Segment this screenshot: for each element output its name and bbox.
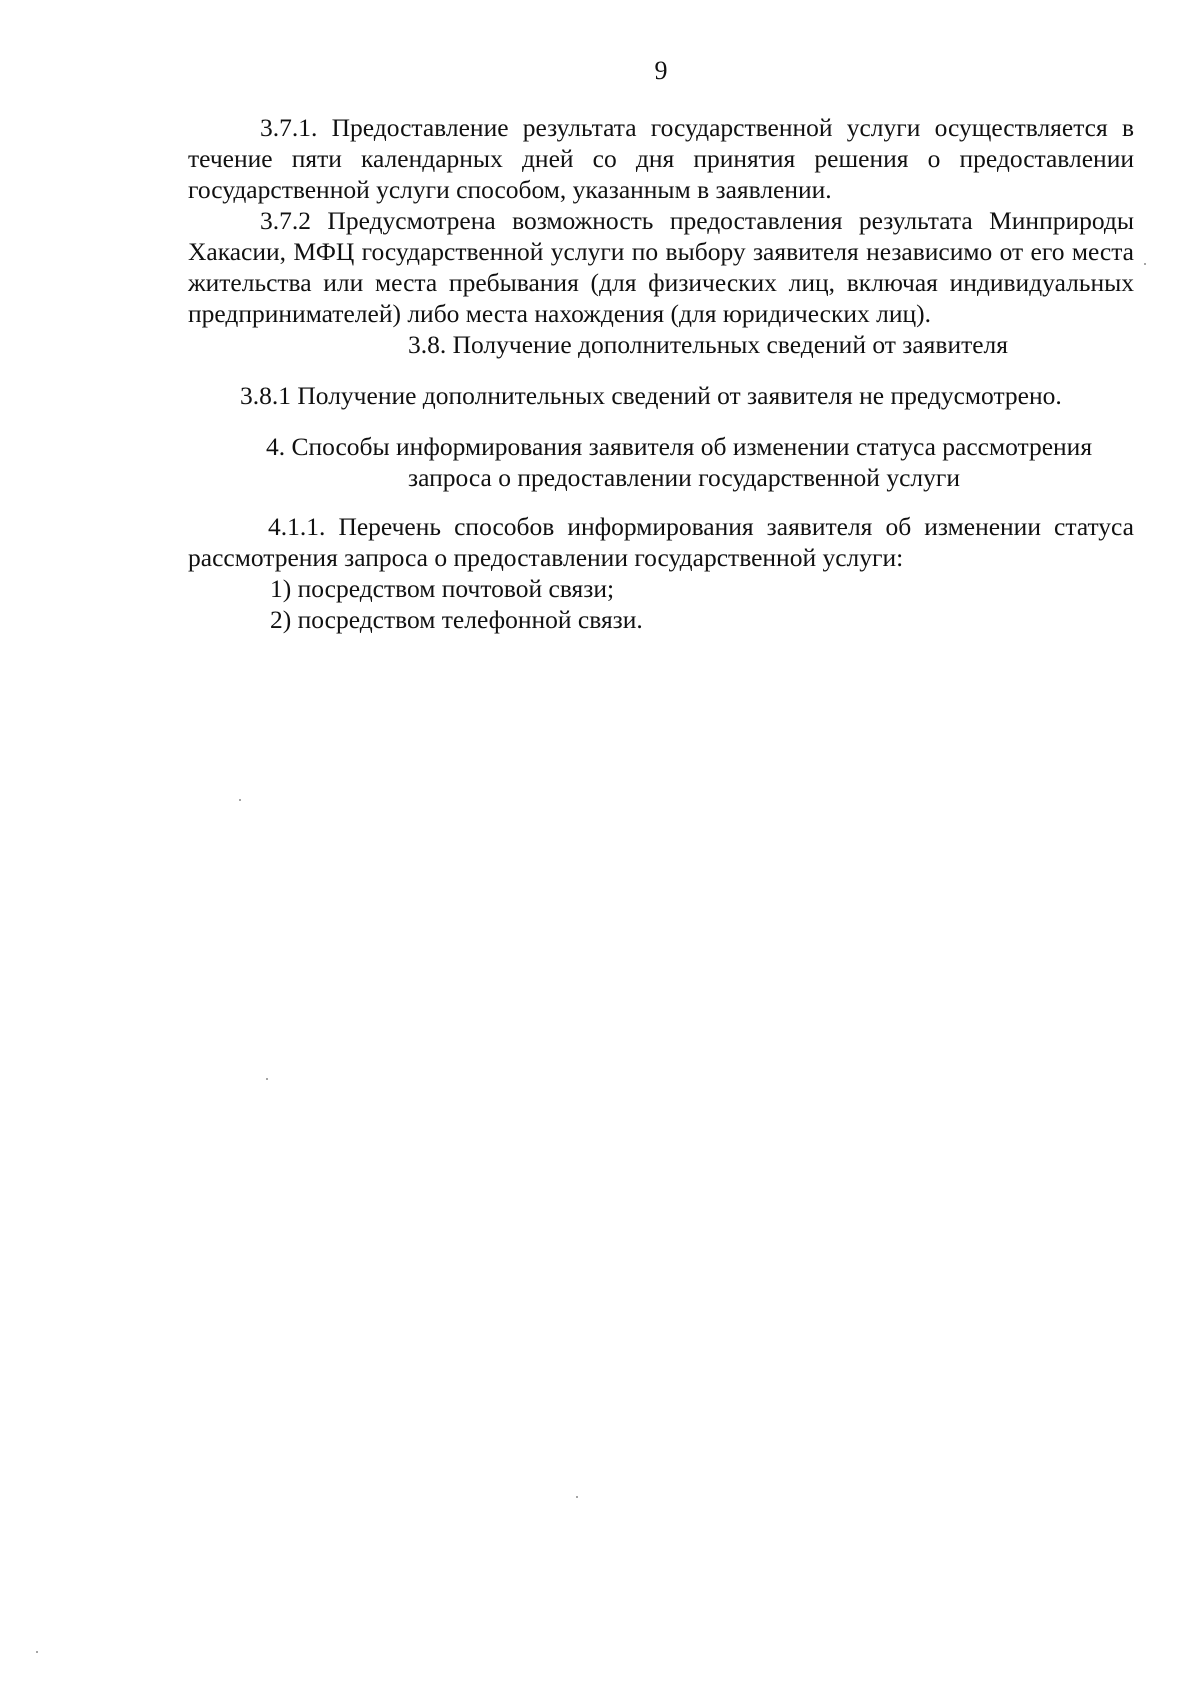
paragraph-3-7-2: 3.7.2 Предусмотрена возможность предоставления результата Минприроды Хакасии, МФЦ государственной услуги по выбору заявителя независимо от его места жительства или места пребывания (для физических лиц, включая индивидуальных предпринимателей) либо места нахождения (для юридических лиц). [188, 206, 1134, 328]
scan-speck [239, 799, 241, 801]
list-item: 1) посредством почтовой связи; [270, 574, 615, 603]
section-heading-4-line1: 4. Способы информирования заявителя об изменении статуса рассмотрения [265, 432, 1093, 461]
document-body [188, 112, 1134, 635]
scan-speck [36, 1651, 38, 1653]
paragraph-4-1-1: 4.1.1. Перечень способов информирования заявителя об изменении статуса рассмотрения запроса о предоставлении государственной услуги: [188, 512, 1134, 572]
paragraph-3-7-1: 3.7.1. Предоставление результата государственной услуги осуществляется в течение пяти календарных дней со дня принятия решения о предоставлении государственной услуги способом, указанным в заявлении. [188, 113, 1134, 204]
list-item: 2) посредством телефонной связи. [270, 605, 643, 634]
scan-speck [1144, 263, 1146, 265]
section-heading-4-line2: запроса о предоставлении государственной услуги [408, 463, 960, 492]
scan-speck [266, 1078, 268, 1080]
section-heading-3-8: 3.8. Получение дополнительных сведений от заявителя [407, 330, 1009, 359]
page-number: 9 [654, 56, 668, 85]
scan-speck [576, 1496, 578, 1498]
paragraph-3-8-1: 3.8.1 Получение дополнительных сведений от заявителя не предусмотрено. [240, 381, 1062, 410]
